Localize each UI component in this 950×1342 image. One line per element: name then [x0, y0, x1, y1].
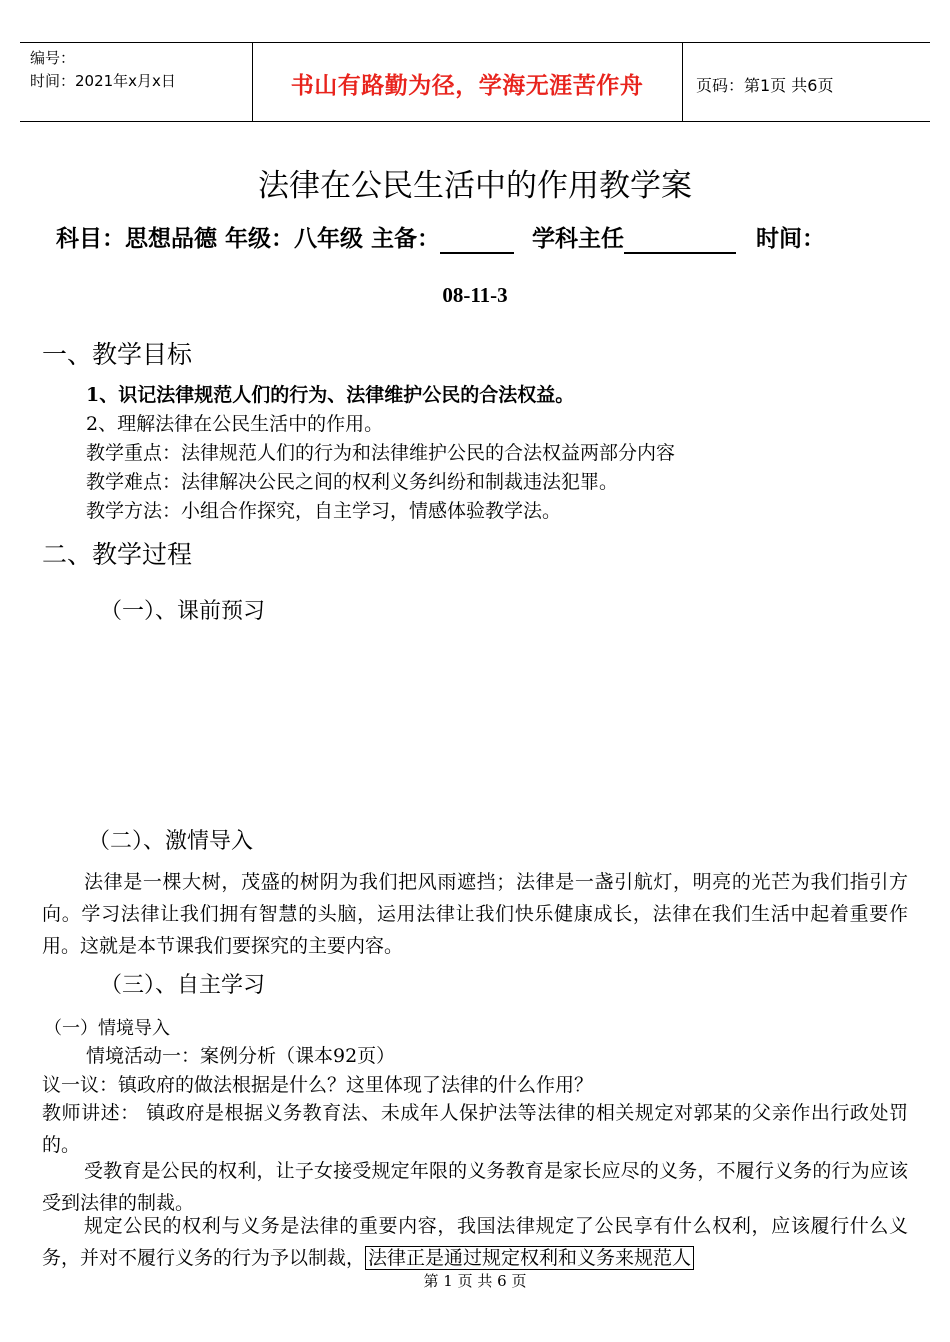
key-point-line: 教学重点：法律规范人们的行为和法律维护公民的合法权益两部分内容 [86, 442, 676, 464]
header-left-cell [30, 47, 176, 93]
page-title: 法律在公民生活中的作用教学案 [258, 168, 692, 204]
page-footer: 第 1 页 共 6 页 [423, 1272, 527, 1290]
rights-paragraph [42, 1210, 908, 1274]
activity-line: 情境活动一：案例分析（课本92页） [86, 1045, 396, 1067]
goal-line: 2、理解法律在公民生活中的作用。 [86, 413, 384, 435]
document-header [20, 42, 930, 122]
motto: 书山有路勤为径，学海无涯苦作舟 [290, 73, 644, 99]
subheading-intro: （二）、激情导入 [88, 829, 254, 854]
section-heading-process: 二、教学过程 [42, 540, 193, 569]
header-divider [682, 43, 683, 121]
meta-time: 时间： [756, 226, 826, 252]
blank-underline [440, 226, 514, 254]
rights-text: 规定公民的权利与义务是法律的重要内容，我国法律规定了公民享有什么权利，应该履行什么义务，并对不履行义务的行为予以制裁， [42, 1215, 908, 1269]
intro-paragraph: 法律是一棵大树，茂盛的树阴为我们把风雨遮挡；法律是一盏引航灯，明亮的光芒为我们指引方向。学习法律让我们拥有智慧的头脑，运用法律让我们快乐健康成长，法律在我们生活中起着重要作用。这就是本节课我们要探究的主要内容。 [42, 871, 908, 957]
time-label: 时间：2021年x月x日 [30, 72, 176, 90]
blank-underline [624, 226, 736, 254]
number-label: 编号： [30, 49, 76, 67]
difficulty-line: 教学难点：法律解决公民之间的权利义务纠纷和制裁违法犯罪。 [86, 471, 619, 493]
meta-director: 学科主任 [532, 226, 625, 252]
boxed-text: 法律正是通过规定权利和义务来规范人 [365, 1246, 694, 1270]
teacher-paragraph: 教师讲述： 镇政府是根据义务教育法、未成年人保护法等法律的相关规定对郭某的父亲作出行政处罚的。 [42, 1102, 908, 1156]
situation-heading: （一）情境导入 [44, 1018, 170, 1039]
subheading-preview: （一）、课前预习 [100, 599, 266, 624]
subheading-self-study: （三）、自主学习 [100, 973, 266, 998]
meta-line [56, 220, 825, 254]
method-line: 教学方法：小组合作探究，自主学习，情感体验教学法。 [86, 500, 562, 522]
section-heading-goals: 一、教学目标 [42, 340, 193, 369]
date: 08-11-3 [442, 283, 508, 307]
discussion-line: 议一议：镇政府的做法根据是什么？这里体现了法律的什么作用？ [42, 1074, 594, 1096]
meta-subject-grade: 科目：思想品德 年级：八年级 主备： [56, 226, 441, 252]
page-info: 页码：第1页 共6页 [696, 76, 834, 95]
goal-line: 1、识记法律规范人们的行为、法律维护公民的合法权益。 [86, 384, 575, 406]
education-paragraph: 受教育是公民的权利，让子女接受规定年限的义务教育是家长应尽的义务，不履行义务的行为应该受到法律的制裁。 [42, 1160, 908, 1214]
